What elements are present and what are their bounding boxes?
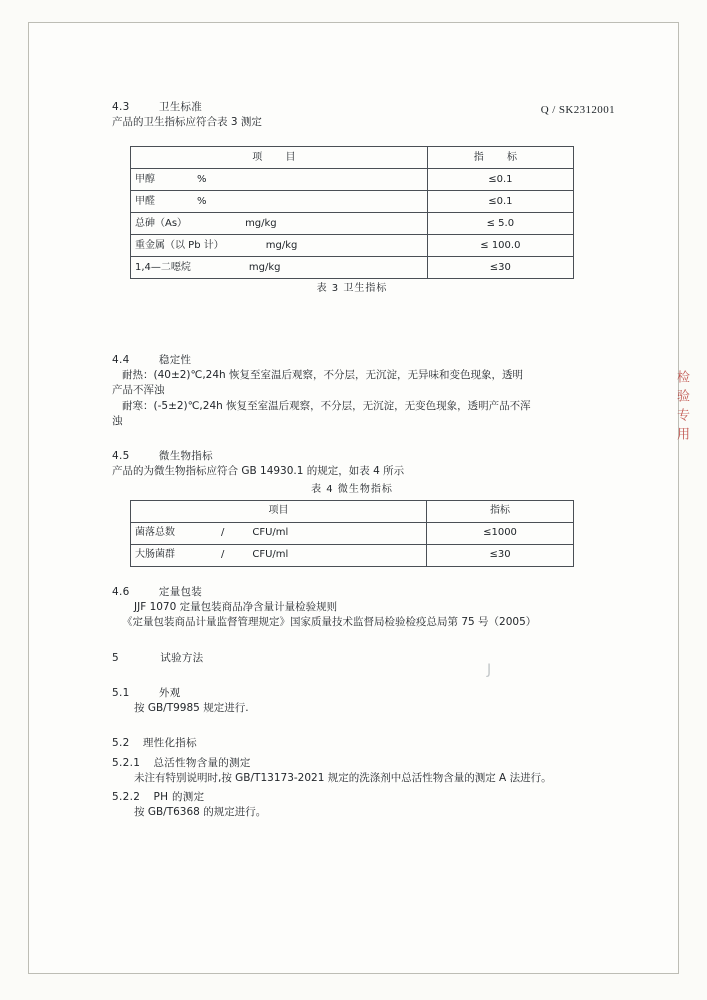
section-4-4-number: 4.4 [112,353,130,366]
section-5-1-heading [112,686,612,701]
section-5-1-line1: 按 GB/T9985 规定进行. [134,702,249,715]
section-4-4-line3: 耐寒：(-5±2)℃,24h 恢复至室温后观察，不分层，无沉淀，无变色现象，透明产品不浑 [122,399,531,412]
table4-row0-name: 菌落总数 [135,527,175,539]
table-row [131,257,574,279]
table3-row3-value: ≤ 100.0 [427,235,573,257]
table3-row2-name: 总砷（As） [135,217,188,229]
section-4-6-title: 定量包装 [158,585,203,598]
section-5 [112,651,612,666]
section-4-6-heading [112,585,612,600]
section-4-5 [112,449,612,479]
table3-row2-value: ≤ 5.0 [427,213,573,235]
red-stamp-mark: 检验专用 [674,370,689,446]
table-row-header [131,500,574,522]
table4-row0-value: ≤1000 [427,522,574,544]
table4-row0-unit: CFU/ml [252,527,289,539]
section-4-4 [112,353,612,429]
section-4-3-heading [112,100,612,115]
section-5-2-1-heading [112,756,612,771]
table3-row0-name: 甲醇 [135,173,155,185]
table3-row3-unit: mg/kg [265,239,298,251]
table4-row1-name: 大肠菌群 [135,549,175,561]
section-5-2-1-line1: 未注有特别说明时,按 GB/T13173-2021 规定的洗涤剂中总活性物含量的测定 A 法进行。 [134,771,552,784]
section-4-3-title: 卫生标准 [158,101,203,113]
section-4-6 [112,585,612,631]
table3-row3-name: 重金属（以 Pb 计） [135,239,224,251]
section-5-2-1-number: 5.2.1 [112,756,141,769]
table4-header-index: 指标 [427,500,574,522]
table4-caption: 表 4 微生物指标 [311,484,393,496]
table3-row2-unit: mg/kg [245,217,277,229]
table-microbial-indicators [130,500,574,567]
section-4-4-title: 稳定性 [158,353,192,366]
section-5-2-heading [112,736,612,751]
section-4-4-heading [112,353,612,368]
section-5-2-2-number: 5.2.2 [112,790,141,803]
section-5-2 [112,736,612,751]
section-5-2-title: 理性化指标 [142,737,197,750]
table4-row1-unit: CFU/ml [252,549,289,561]
table4-row1-item [131,544,427,566]
table4-row0-slash: / [221,527,225,539]
section-5-number: 5 [112,651,119,664]
table-row [131,544,574,566]
section-5-1-number: 5.1 [112,686,130,699]
table-row [131,522,574,544]
table-row [131,213,574,235]
section-4-5-number: 4.5 [112,450,130,463]
table-hygiene-indicators [130,146,574,279]
table3-row3-item [131,235,428,257]
table3-caption: 表 3 卫生指标 [316,283,388,295]
table4-row0-item [131,522,427,544]
table3-header-index: 指 标 [427,147,573,169]
section-4-4-line2: 产品不浑浊 [112,384,165,397]
table3-row4-value: ≤30 [427,257,573,279]
section-5-1 [112,686,612,716]
table3-row4-unit: mg/kg [248,261,281,273]
section-4-5-line1: 产品的为微生物指标应符合 GB 14930.1 的规定，如表 4 所示 [112,465,405,478]
section-5-2-1-title: 总活性物含量的测定 [153,756,251,769]
table3-row1-unit: % [197,195,207,207]
table3-row2-item [131,213,428,235]
table4-header-item: 项目 [131,500,427,522]
table4-row1-value: ≤30 [427,544,574,566]
section-4-6-line1: JJF 1070 定量包装商品净含量计量检验规则 [134,601,338,614]
table-row [131,235,574,257]
section-4-6-number: 4.6 [112,585,130,598]
table3-row4-name: 1,4—二噁烷 [135,261,191,273]
section-5-2-2-heading [112,790,612,805]
document-code: Q / SK2312001 [540,104,615,116]
section-5-title: 试验方法 [160,651,204,664]
table4-row1-slash: / [221,549,225,561]
faint-pen-mark: J [487,662,492,678]
section-4-4-line4: 浊 [112,414,123,427]
section-4-4-line1: 耐热：(40±2)℃,24h 恢复至室温后观察，不分层，无沉淀，无异味和变色现象，透明 [122,369,524,382]
section-4-3-line1: 产品的卫生指标应符合表 3 测定 [112,116,262,129]
table3-row1-name: 甲醛 [135,195,155,207]
table3-row1-item [131,191,428,213]
table3-row4-item [131,257,428,279]
section-5-1-title: 外观 [158,686,181,699]
table-row [131,169,574,191]
section-4-3-number: 4.3 [112,101,130,113]
section-5-2-2-line1: 按 GB/T6368 的规定进行。 [134,806,267,819]
table3-header-item: 项 目 [131,147,428,169]
table3-row0-item [131,169,428,191]
table-row-header [131,147,574,169]
section-4-6-line2: 《定量包装商品计量监督管理规定》国家质量技术监督局检验检疫总局第 75 号（2005） [122,616,537,629]
table3-row0-unit: % [197,173,207,185]
table-row [131,191,574,213]
table3-row0-value: ≤0.1 [427,169,573,191]
section-4-5-heading [112,449,612,464]
section-5-2-number: 5.2 [112,737,130,750]
section-5-2-2-title: PH 的测定 [153,790,205,803]
table3-row1-value: ≤0.1 [427,191,573,213]
section-4-5-title: 微生物指标 [158,450,213,463]
section-5-heading [112,651,612,666]
section-5-2-1 [112,756,612,786]
section-5-2-2 [112,790,612,820]
document-content [112,100,612,824]
section-4-3 [112,100,612,130]
